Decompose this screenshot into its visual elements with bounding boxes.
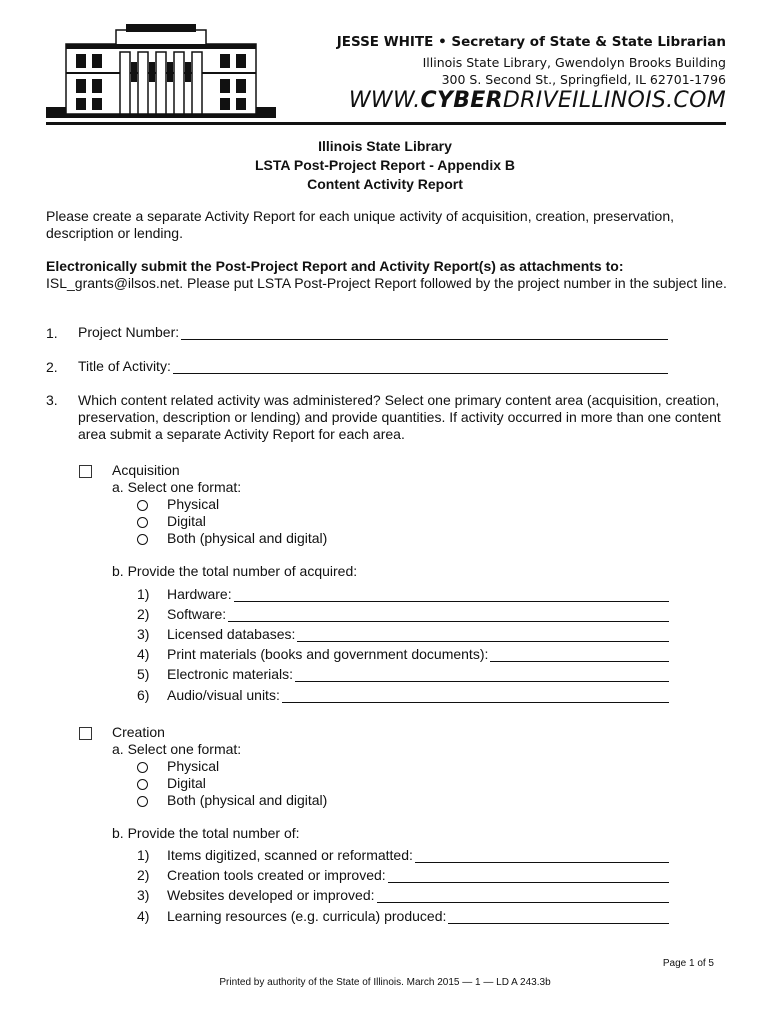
acquisition-format-prompt: a. Select one format: [112,479,242,495]
acquisition-both-radio[interactable] [137,534,148,545]
creation-checkbox[interactable] [79,727,92,740]
acquisition-format-physical: Physical [167,496,220,512]
cre-item-num: 2) [137,867,150,883]
header-rule [46,122,726,125]
page-number: Page 1 of 5 [662,958,714,969]
acq-item-num: 1) [137,586,150,602]
title-line2: LSTA Post-Project Report - Appendix B [254,157,516,173]
cre-tools-label: Creation tools created or improved: [167,867,386,883]
acq-hardware-label: Hardware: [167,586,232,602]
printed-authority: Printed by authority of the State of Illinois. March 2015 — 1 — LD A 243.3b [219,977,551,988]
acq-print-field[interactable] [167,646,669,662]
q3-text: Which content related activity was administered? Select one primary content area (acquisition, creation, preservation, description or lending) and provide quantities. If activity occurred in more than one content area submit a separate Activity Report for each area. [78,392,721,442]
creation-label: Creation [112,724,165,740]
acq-item-num: 2) [137,606,150,622]
acq-av-label: Audio/visual units: [167,687,280,703]
activity-title-field[interactable] [78,358,668,374]
cre-digitized-field[interactable] [167,847,669,863]
header-website: WWW.CYBERDRIVEILLINOIS.COM [348,88,726,113]
acquisition-total-prompt: b. Provide the total number of acquired: [112,563,358,579]
q2-label: Title of Activity: [78,358,171,374]
acq-databases-field[interactable] [167,626,669,642]
cre-item-num: 4) [137,908,150,924]
creation-both-radio[interactable] [137,796,148,807]
creation-total-prompt: b. Provide the total number of: [112,825,300,841]
library-building-logo [46,22,276,122]
cre-item-num: 1) [137,847,150,863]
header-officer: JESSE WHITE • Secretary of State & State Librarian [336,34,726,50]
acq-electronic-label: Electronic materials: [167,666,294,682]
acq-av-field[interactable] [167,687,669,703]
q1-label: Project Number: [78,324,180,340]
acq-software-field[interactable] [167,606,669,622]
cre-learning-label: Learning resources (e.g. curricula) produced: [167,908,447,924]
creation-format-physical: Physical [167,758,220,774]
cre-tools-field[interactable] [167,867,669,883]
acq-item-num: 5) [137,666,150,682]
title-line1: Illinois State Library [318,138,452,154]
header-address-line2: 300 S. Second St., Springfield, IL 62701-1796 [441,72,726,87]
cre-learning-field[interactable] [167,908,669,924]
acq-hardware-field[interactable] [167,586,669,602]
cre-websites-label: Websites developed or improved: [167,887,375,903]
title-line3: Content Activity Report [307,176,463,192]
acquisition-format-both: Both (physical and digital) [167,530,328,546]
acq-databases-label: Licensed databases: [167,626,296,642]
q2-number: 2. [46,359,58,375]
header-address-line1: Illinois State Library, Gwendolyn Brooks Building [422,55,726,70]
cre-item-num: 3) [137,887,150,903]
acquisition-digital-radio[interactable] [137,517,148,528]
acquisition-label: Acquisition [112,462,180,478]
acquisition-checkbox[interactable] [79,465,92,478]
q3-number: 3. [46,392,58,408]
acq-item-num: 4) [137,646,150,662]
acq-software-label: Software: [167,606,227,622]
creation-format-both: Both (physical and digital) [167,792,328,808]
submit-heading: Electronically submit the Post-Project Report and Activity Report(s) as attachments to: [46,258,624,274]
creation-physical-radio[interactable] [137,762,148,773]
cre-websites-field[interactable] [167,887,669,903]
project-number-field[interactable] [78,324,668,340]
cre-digitized-label: Items digitized, scanned or reformatted: [167,847,413,863]
q1-number: 1. [46,325,58,341]
creation-format-digital: Digital [167,775,206,791]
acq-item-num: 3) [137,626,150,642]
acq-item-num: 6) [137,687,150,703]
creation-digital-radio[interactable] [137,779,148,790]
creation-format-prompt: a. Select one format: [112,741,242,757]
acquisition-physical-radio[interactable] [137,500,148,511]
acq-electronic-field[interactable] [167,666,669,682]
acquisition-format-digital: Digital [167,513,206,529]
acq-print-label: Print materials (books and government documents): [167,646,489,662]
submit-text: ISL_grants@ilsos.net. Please put LSTA Post-Project Report followed by the project number in the subject line. [46,275,727,291]
intro-text: Please create a separate Activity Report for each unique activity of acquisition, creation, preservation, description or lending. [46,208,675,241]
